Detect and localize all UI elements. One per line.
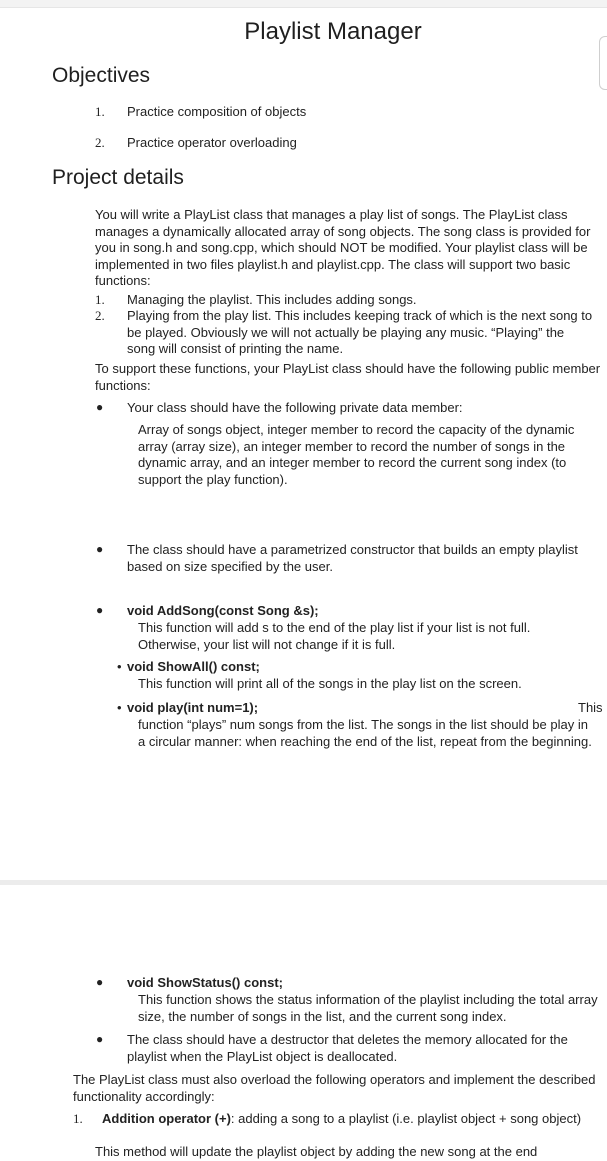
addsong-description: This function will add s to the end of the play list if your list is not full. Otherwise, your list will not change if it is full. — [138, 620, 531, 652]
basic-function-item: Playing from the play list. This includes keeping track of which is the next song to be played. Obviously we will not actually be playing any music. “Playing” the song will consist of printing the name. — [127, 308, 593, 356]
showstatus-signature: void ShowStatus() const; — [127, 975, 283, 990]
document-page-2 — [0, 885, 607, 1159]
project-details-heading: Project details — [52, 166, 184, 189]
operators-intro: The PlayList class must also overload the following operators and implement the described functionality accordingly: — [73, 1072, 596, 1104]
objective-number: 2. — [95, 135, 105, 150]
operator-description: : adding a song to a playlist (i.e. playlist object + song object) — [230, 1111, 582, 1126]
small-bullet-icon: • — [117, 659, 122, 674]
list-number: 2. — [95, 308, 105, 323]
constructor-item: The class should have a parametrized constructor that builds an empty playlist based on size specified by the user. — [127, 542, 578, 574]
document-page-1 — [0, 7, 607, 881]
intro-paragraph: You will write a PlayList class that manages a play list of songs. The PlayList class manages a dynamically allocated array of song objects. The song class is provided for you in song.h and song.cpp, which should NOT be modified. Your playlist class will be implemented in two files playlist.h and playlist.cpp. The class will support two basic functions: — [95, 207, 591, 288]
showstatus-description: This function shows the status information of the playlist including the total array size, the number of songs in the list, and the current song index. — [138, 992, 598, 1024]
operator-more: This method will update the playlist object by adding the new song at the end — [95, 1144, 538, 1159]
list-number: 1. — [95, 292, 105, 307]
play-description: function “plays” num songs from the list. The songs in the list should be play in a circular manner: when reaching the end of the list, repeat from the beginning. — [138, 717, 592, 749]
basic-function-item: Managing the playlist. This includes adding songs. — [127, 292, 417, 307]
private-member-description: Array of songs object, integer member to record the capacity of the dynamic array (array size), an integer member to record the number of songs in the dynamic array, and an integer member to record the current song index (to support the play function). — [138, 422, 575, 487]
small-bullet-icon: • — [117, 700, 122, 715]
bullet-icon: ● — [96, 603, 104, 617]
operator-name: Addition operator (+) — [102, 1111, 231, 1126]
bullet-icon: ● — [96, 1032, 104, 1046]
objective-number: 1. — [95, 104, 105, 119]
play-signature: void play(int num=1); — [127, 700, 259, 715]
objective-item: Practice composition of objects — [127, 104, 307, 119]
objectives-heading: Objectives — [52, 64, 151, 87]
operator-item — [95, 1111, 595, 1128]
showall-description: This function will print all of the songs in the play list on the screen. — [138, 676, 522, 691]
destructor-item: The class should have a destructor that deletes the memory allocated for the playlist when the PlayList object is deallocated. — [127, 1032, 568, 1064]
list-number: 1. — [73, 1111, 83, 1126]
page-title: Playlist Manager — [244, 18, 422, 45]
bullet-icon: ● — [96, 542, 104, 556]
viewer-top-bar — [0, 0, 607, 7]
showall-signature: void ShowAll() const; — [127, 659, 260, 674]
objective-item: Practice operator overloading — [127, 135, 297, 150]
bullet-icon: ● — [96, 975, 104, 989]
bullet-icon: ● — [96, 400, 104, 414]
play-description-lead: This — [578, 700, 603, 715]
support-paragraph: To support these functions, your PlayList class should have the following public member functions: — [95, 361, 601, 393]
addsong-signature: void AddSong(const Song &s); — [127, 603, 319, 618]
private-member-intro: Your class should have the following private data member: — [127, 400, 463, 415]
